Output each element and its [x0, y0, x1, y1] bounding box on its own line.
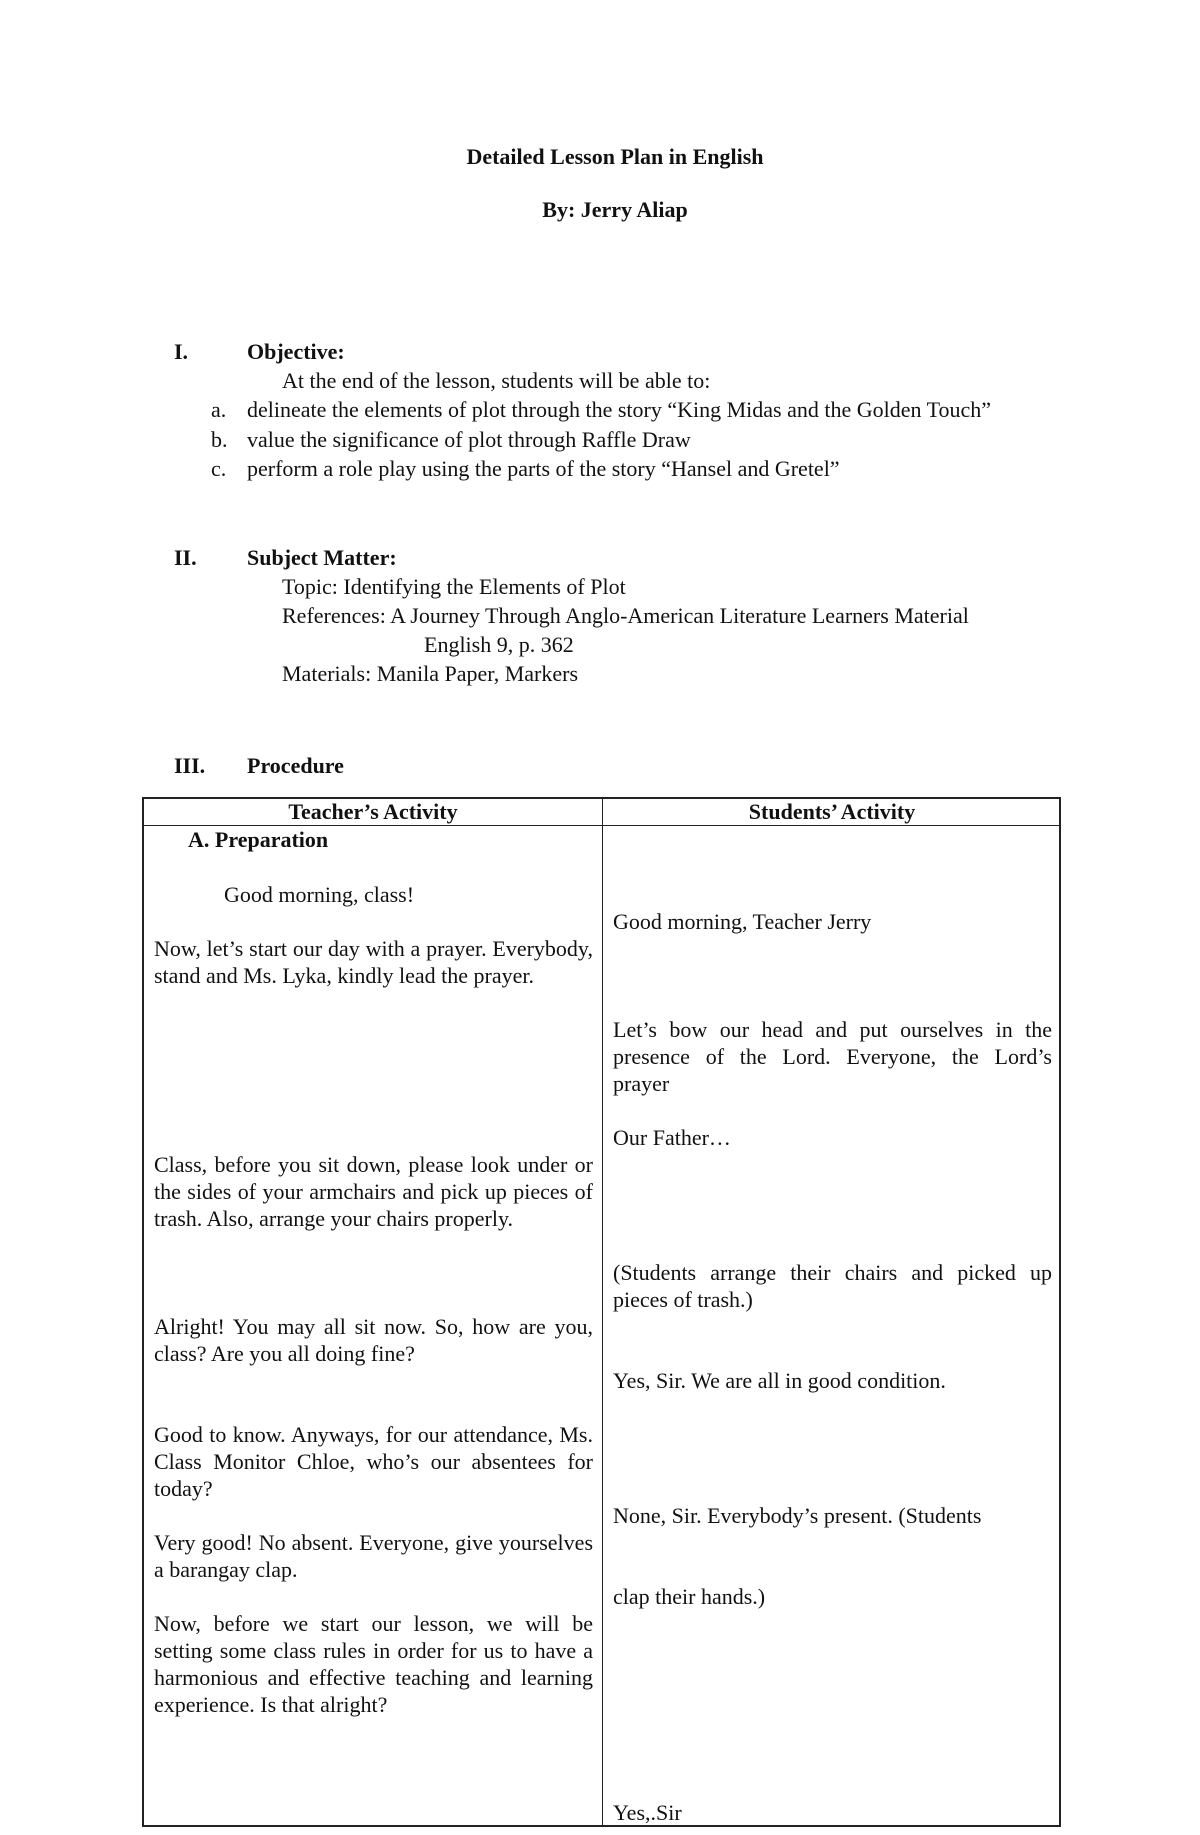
- procedure-numeral: III.: [174, 753, 206, 778]
- objective-item-b: value the significance of plot through Raffle Draw: [247, 427, 691, 452]
- teacher-line: Good morning, class!: [224, 882, 415, 907]
- subject-references: References: A Journey Through Anglo-American Literature Learners Material: [282, 603, 969, 628]
- student-line: Let’s bow our head and put ourselves in the presence of the Lord. Everyone, the Lord’s prayer: [613, 1017, 1052, 1096]
- teacher-line: Now, before we start our lesson, we will be setting some class rules in order for us to have a harmonious and effective teaching and learning experience. Is that alright?: [154, 1611, 593, 1717]
- teacher-line: Now, let’s start our day with a prayer. Everybody, stand and Ms. Lyka, kindly lead the prayer.: [154, 936, 593, 988]
- teacher-column-header: Teacher’s Activity: [288, 799, 458, 824]
- subject-topic: Topic: Identifying the Elements of Plot: [282, 574, 626, 599]
- students-column-header: Students’ Activity: [748, 799, 916, 824]
- subject-heading: Subject Matter:: [247, 545, 397, 570]
- objective-numeral: I.: [174, 339, 189, 364]
- student-line: clap their hands.): [613, 1584, 766, 1609]
- student-line: Our Father…: [613, 1125, 731, 1150]
- procedure-table: [142, 797, 1061, 1827]
- student-line: Yes, Sir. We are all in good condition.: [613, 1368, 946, 1393]
- student-line: None, Sir. Everybody’s present. (Students: [613, 1503, 982, 1528]
- teacher-line: Good to know. Anyways, for our attendance, Ms. Class Monitor Chloe, who’s our absentees for today?: [154, 1422, 593, 1501]
- subject-references-cont: English 9, p. 362: [424, 632, 574, 657]
- student-line: (Students arrange their chairs and picked up pieces of trash.): [613, 1260, 1052, 1312]
- student-line: Good morning, Teacher Jerry: [613, 909, 872, 934]
- objective-item-c: perform a role play using the parts of the story “Hansel and Gretel”: [247, 456, 840, 481]
- teacher-line: Alright! You may all sit now. So, how are you, class? Are you all doing fine?: [154, 1314, 593, 1366]
- objective-item-a: delineate the elements of plot through the story “King Midas and the Golden Touch”: [247, 397, 992, 422]
- objective-item-b-letter: b.: [211, 427, 228, 452]
- procedure-heading: Procedure: [247, 753, 344, 778]
- teacher-line: Class, before you sit down, please look under or the sides of your armchairs and pick up pieces of trash. Also, arrange your chairs properly.: [154, 1152, 593, 1231]
- student-line: Yes,.Sir: [613, 1800, 682, 1825]
- section-a-heading: A. Preparation: [188, 827, 329, 852]
- document-author: By: Jerry Aliap: [542, 197, 688, 222]
- objective-item-a-letter: a.: [211, 397, 227, 422]
- objective-item-c-letter: c.: [211, 456, 227, 481]
- subject-materials: Materials: Manila Paper, Markers: [282, 661, 579, 686]
- teacher-line: Very good! No absent. Everyone, give yourselves a barangay clap.: [154, 1530, 593, 1582]
- subject-numeral: II.: [174, 545, 197, 570]
- document-title: Detailed Lesson Plan in English: [466, 144, 764, 169]
- objective-heading: Objective:: [247, 339, 345, 364]
- objective-intro: At the end of the lesson, students will be able to:: [282, 368, 711, 393]
- table-column-divider: [602, 799, 603, 1825]
